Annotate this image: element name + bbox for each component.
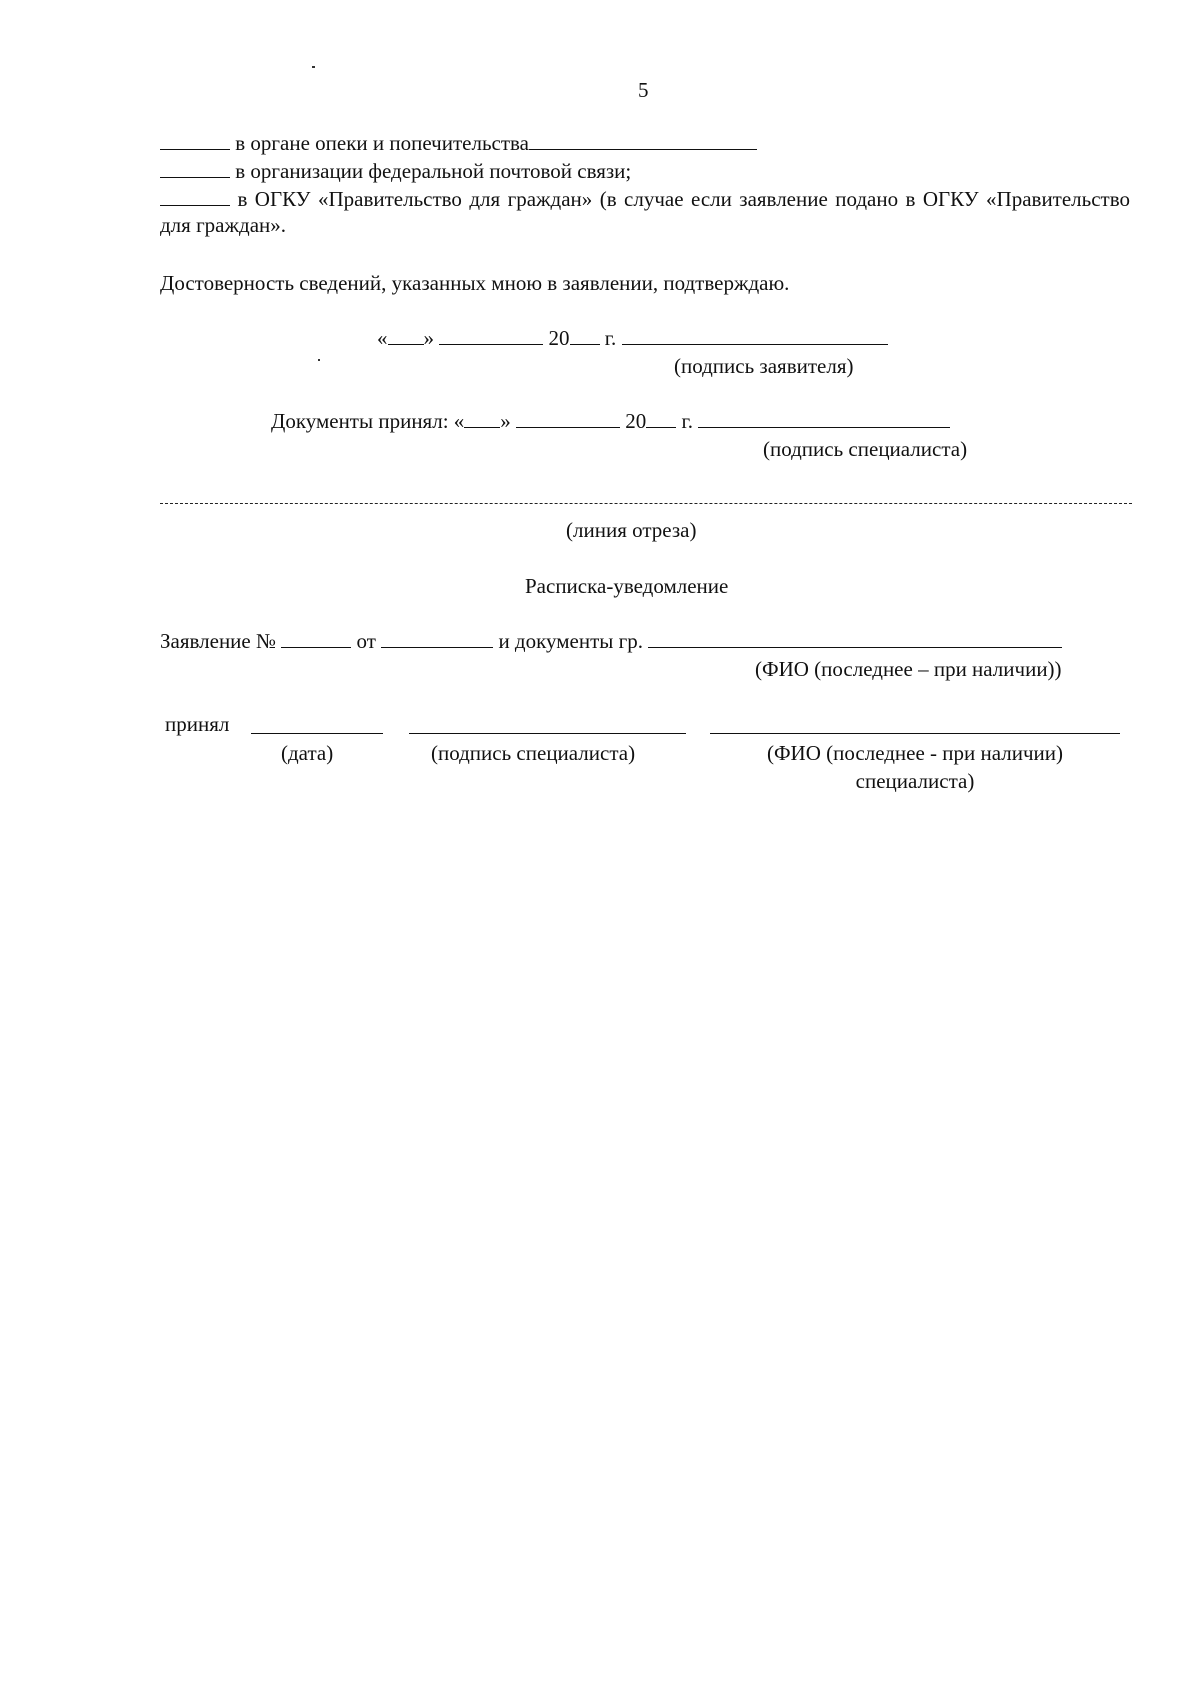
option-label: в органе опеки и попечительства — [235, 131, 529, 155]
accepted-label: принял — [165, 712, 230, 736]
page-number: 5 — [638, 78, 649, 102]
checkbox-blank[interactable] — [160, 130, 230, 150]
year-blank[interactable] — [646, 408, 676, 428]
citizen-fio-caption: (ФИО (последнее – при наличии)) — [755, 657, 1062, 681]
receipt-application-row — [160, 628, 1062, 654]
cut-line-caption: (линия отреза) — [566, 518, 697, 542]
accepted-date-blank[interactable] — [251, 714, 383, 734]
month-blank[interactable] — [516, 408, 620, 428]
application-date-blank[interactable] — [381, 628, 493, 648]
specialist-fio-caption-line2: специалиста) — [855, 769, 975, 793]
checkbox-blank[interactable] — [160, 158, 230, 178]
cut-line — [160, 503, 1132, 504]
receipt-title: Расписка-уведомление — [525, 574, 729, 598]
scan-speck — [318, 359, 320, 361]
specialist-signature-blank[interactable] — [698, 408, 950, 428]
guardianship-name-blank[interactable] — [529, 130, 757, 150]
scan-speck — [312, 66, 315, 68]
docs-accepted-label: Документы принял: — [271, 409, 449, 433]
month-blank[interactable] — [439, 325, 543, 345]
applicant-date-sign-row: « » 20 г. — [377, 325, 888, 351]
specialist-sign-caption: (подпись специалиста) — [431, 741, 636, 765]
option-guardianship — [160, 130, 757, 156]
citizen-fio-blank[interactable] — [648, 628, 1062, 648]
specialist-fio-caption-line1: (ФИО (последнее - при наличии) — [766, 741, 1064, 765]
confirmation-text: Достоверность сведений, указанных мною в заявлении, подтверждаю. — [160, 271, 790, 295]
accepted-specialist-fio-blank[interactable] — [710, 714, 1120, 734]
date-caption: (дата) — [281, 741, 334, 765]
option-post — [160, 158, 631, 184]
application-label: Заявление № — [160, 629, 277, 653]
day-blank[interactable] — [464, 408, 500, 428]
accepted-specialist-signature-blank[interactable] — [409, 714, 686, 734]
docs-accepted-row: Документы принял: « » 20 г. — [271, 408, 950, 434]
option-label: в ОГКУ «Правительство для граждан» (в случае если заявление подано в ОГКУ «Правительство для граждан». — [160, 187, 1131, 237]
option-label: в организации федеральной почтовой связи; — [235, 159, 632, 183]
day-blank[interactable] — [388, 325, 424, 345]
docs-citizen-label: и документы гр. — [498, 629, 643, 653]
checkbox-blank[interactable] — [160, 186, 230, 206]
specialist-signature-caption: (подпись специалиста) — [763, 437, 968, 461]
year-blank[interactable] — [570, 325, 600, 345]
receipt-accepted-row — [165, 711, 229, 737]
applicant-signature-blank[interactable] — [622, 325, 888, 345]
from-label: от — [356, 629, 376, 653]
option-ogku — [160, 186, 1130, 238]
application-number-blank[interactable] — [281, 628, 351, 648]
applicant-signature-caption: (подпись заявителя) — [674, 354, 854, 378]
